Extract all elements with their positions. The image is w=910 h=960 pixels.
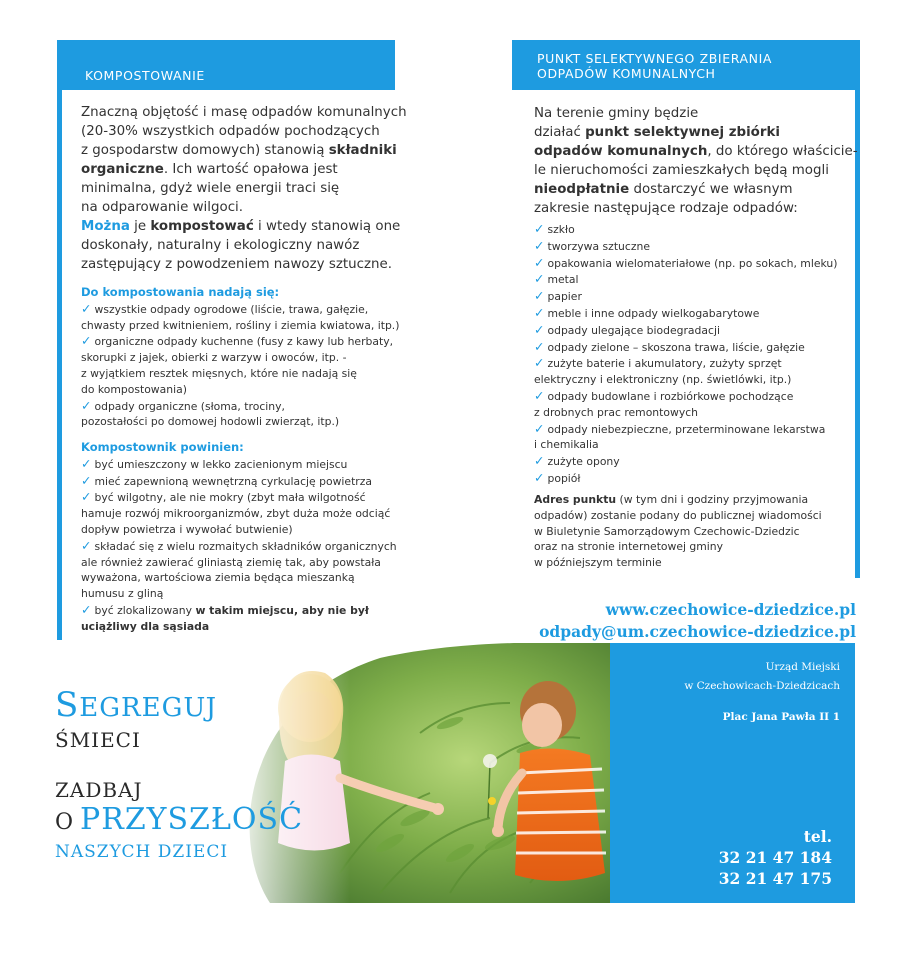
address-line: oraz na stronie internetowej gminy (534, 540, 724, 554)
list-item-text: pozostałości po domowej hodowli zwierząt, itp.) (81, 415, 340, 429)
list-item (81, 350, 411, 366)
list-item (534, 470, 864, 487)
contact-links (539, 599, 856, 643)
phone-number: 32 21 47 175 (718, 869, 832, 888)
intro-line: doskonały, naturalny i ekologiczny nawóz (81, 238, 360, 253)
check-icon: ✓ (81, 455, 92, 471)
list-item (534, 238, 864, 255)
address-line: w Biuletynie Samorządowym Czechowic-Dziedzic (534, 524, 800, 538)
list-item-text: chwasty przed kwitnieniem, rośliny i ziemia kwiatowa, itp.) (81, 318, 400, 332)
intro-line: le nieruchomości zamieszkałych będą mogli (534, 163, 829, 178)
list-item (534, 255, 864, 272)
list-item-text: być zlokalizowany (94, 603, 196, 617)
address-line: Adres punktu (w tym dni i godziny przyjmowania (534, 493, 809, 506)
slogan-segregate: SEGREGUJ (55, 685, 218, 725)
list-item (81, 570, 411, 586)
check-icon: ✓ (534, 387, 545, 403)
list-item-text: i chemikalia (534, 438, 599, 452)
check-icon: ✓ (534, 304, 545, 320)
list-item (534, 453, 864, 470)
list-item (81, 366, 411, 382)
list-item (534, 421, 864, 438)
slogan-future: O PRZYSZŁOŚĆ (55, 802, 304, 837)
website-link[interactable]: www.czechowice-dziedzice.pl (605, 600, 856, 619)
list-item (534, 305, 864, 322)
list-item-text: z drobnych prac remontowych (534, 405, 698, 419)
intro-line: działać punkt selektywnej zbiórki (534, 125, 780, 140)
list-item (81, 473, 411, 490)
check-icon: ✓ (81, 537, 92, 553)
list-item-text: popiół (547, 471, 581, 485)
composter-items (81, 456, 411, 635)
list-item (534, 388, 864, 405)
list-item (81, 398, 411, 415)
check-icon: ✓ (534, 221, 545, 236)
list-item (81, 414, 411, 430)
list-item (81, 538, 411, 555)
list-item-text: zużyte opony (547, 455, 620, 469)
check-icon: ✓ (534, 469, 545, 485)
list-item-text: wyważona, wartościowa ziemia będąca mieszanką (81, 571, 355, 585)
list-item-text: szkło (547, 223, 575, 236)
list-item (534, 339, 864, 356)
address-note (534, 492, 864, 571)
list-item-text: papier (547, 290, 582, 304)
email-link[interactable]: odpady@um.czechowice-dziedzice.pl (539, 622, 856, 641)
check-icon: ✓ (534, 420, 545, 436)
list-item-text: mieć zapewnioną wewnętrzną cyrkulację powietrza (94, 474, 373, 488)
check-icon: ✓ (81, 489, 92, 505)
list-item-text: być umieszczony w lekko zacienionym miejscu (94, 457, 348, 471)
office-address: Plac Jana Pawła II 1 (722, 711, 840, 723)
list-item-text: odpady niebezpieczne, przeterminowane lekarstwa (547, 422, 826, 436)
list-item (534, 288, 864, 305)
check-icon: ✓ (534, 288, 545, 304)
composting-panel (57, 40, 407, 640)
list-item (81, 602, 411, 619)
intro-line: zastępujący z powodzeniem nawozy sztuczne. (81, 257, 392, 272)
list-item-text: meble i inne odpady wielkogabarytowe (547, 306, 760, 320)
list-item (534, 405, 864, 421)
composter-requirements (81, 440, 411, 635)
list-item-text: elektryczny i elektroniczny (np. świetlówki, itp.) (534, 373, 792, 387)
check-icon: ✓ (534, 453, 545, 469)
list-item-bold-text: w takim miejscu, aby nie był (195, 603, 369, 617)
list-item (81, 318, 411, 334)
list-item (534, 322, 864, 339)
list-item (81, 301, 411, 318)
intro-line: Na terenie gminy będzie (534, 106, 699, 121)
office-city: w Czechowicach-Dziedzicach (684, 680, 840, 692)
list-item (534, 372, 864, 388)
list-item-text: być wilgotny, ale nie mokry (zbyt mała wilgotność (94, 491, 366, 505)
list-item-text: opakowania wielomateriałowe (np. po sokach, mleku) (547, 256, 838, 270)
collection-point-panel (512, 40, 860, 578)
waste-types-list (534, 221, 864, 487)
list-item-text: hamuje rozwój mikroorganizmów, zbyt duża może odciąć (81, 507, 391, 521)
list-item (81, 333, 411, 350)
list-item-text: odpady budowlane i rozbiórkowe pochodzące (547, 389, 794, 403)
office-info (640, 658, 840, 727)
compostable-title: Do kompostowania nadają się: (81, 285, 280, 299)
composting-intro (81, 103, 407, 274)
address-line: odpadów) zostanie podany do publicznej wiadomości (534, 508, 822, 522)
address-line: w późniejszym terminie (534, 556, 662, 570)
list-item (81, 489, 411, 506)
slogan-care: ZADBAJ (55, 778, 143, 802)
compostable-list (81, 285, 411, 430)
check-icon: ✓ (81, 397, 92, 413)
composter-title: Kompostownik powinien: (81, 440, 244, 454)
list-item (81, 522, 411, 538)
collection-intro (534, 104, 858, 218)
phone-number: 32 21 47 184 (718, 848, 832, 867)
check-icon: ✓ (534, 254, 545, 270)
tel-label: tel. (803, 827, 832, 846)
intro-line: (20-30% wszystkich odpadów pochodzących (81, 124, 380, 139)
list-item-text: odpady zielone – skoszona trawa, liście, gałęzie (547, 340, 805, 354)
slogan (55, 685, 304, 864)
compostable-items (81, 301, 411, 430)
collection-point-header (512, 40, 855, 90)
intro-line: z gospodarstw domowych) stanowią składniki (81, 143, 397, 158)
list-item-text: organiczne odpady kuchenne (fusy z kawy lub herbaty, (94, 335, 394, 349)
list-item (81, 555, 411, 571)
intro-line: na odparowanie wilgoci. (81, 200, 244, 215)
list-item (81, 586, 411, 602)
list-item-text: zużyte baterie i akumulatory, zużyty sprzęt (547, 357, 782, 371)
intro-line: zakresie następujące rodzaje odpadów: (534, 201, 798, 216)
intro-line: nieodpłatnie dostarczyć we własnym (534, 182, 793, 197)
list-item-text: skorupki z jajek, obierki z warzyw i owoców, itp. - (81, 351, 347, 365)
list-item-text: dopływ powietrza i wywołać butwienie) (81, 522, 293, 536)
list-item-text: metal (547, 273, 579, 287)
list-item (81, 619, 411, 635)
list-item-text: ale również zawierać gliniastą ziemię tak, aby powstała (81, 555, 381, 569)
office-name: Urząd Miejski (765, 661, 840, 673)
list-item-text: wszystkie odpady ogrodowe (liście, trawa, gałęzie, (94, 302, 369, 316)
check-icon: ✓ (534, 321, 545, 337)
check-icon: ✓ (534, 237, 545, 253)
list-item-text: odpady organiczne (słoma, trociny, (94, 399, 285, 413)
intro-line: Znaczną objętość i masę odpadów komunalnych (81, 105, 407, 120)
list-item-text: składać się z wielu rozmaitych składników organicznych (94, 539, 397, 553)
check-icon: ✓ (81, 601, 92, 617)
check-icon: ✓ (81, 300, 92, 316)
header-line: ODPADÓW KOMUNALNYCH (537, 66, 716, 81)
list-item-bold-text: uciążliwy dla sąsiada (81, 619, 210, 633)
slogan-children: NASZYCH DZIECI (55, 842, 229, 862)
list-item (534, 355, 864, 372)
check-icon: ✓ (81, 472, 92, 488)
check-icon: ✓ (534, 338, 545, 354)
check-icon: ✓ (534, 355, 545, 371)
check-icon: ✓ (81, 333, 92, 349)
check-icon: ✓ (534, 271, 545, 287)
list-item (534, 221, 864, 238)
list-item (534, 271, 864, 288)
list-item-text: do kompostowania) (81, 382, 187, 396)
phone-info (660, 826, 832, 889)
intro-line: odpadów komunalnych, do którego właścicie- (534, 144, 858, 159)
list-item (534, 437, 864, 453)
intro-line: Można je kompostować i wtedy stanowią one (81, 219, 401, 234)
list-item-text: tworzywa sztuczne (547, 239, 650, 253)
list-item (81, 506, 411, 522)
slogan-garbage: ŚMIECI (55, 728, 141, 752)
composting-header: KOMPOSTOWANIE (62, 40, 395, 90)
list-item-text: humusu z gliną (81, 587, 164, 601)
list-item (81, 382, 411, 398)
header-line: PUNKT SELEKTYWNEGO ZBIERANIA (537, 51, 773, 66)
list-item (81, 456, 411, 473)
list-item-text: z wyjątkiem resztek mięsnych, które nie nadają się (81, 366, 357, 380)
intro-line: organiczne. Ich wartość opałowa jest (81, 162, 338, 177)
intro-line: minimalna, gdyż wiele energii traci się (81, 181, 340, 196)
list-item-text: odpady ulegające biodegradacji (547, 323, 720, 337)
